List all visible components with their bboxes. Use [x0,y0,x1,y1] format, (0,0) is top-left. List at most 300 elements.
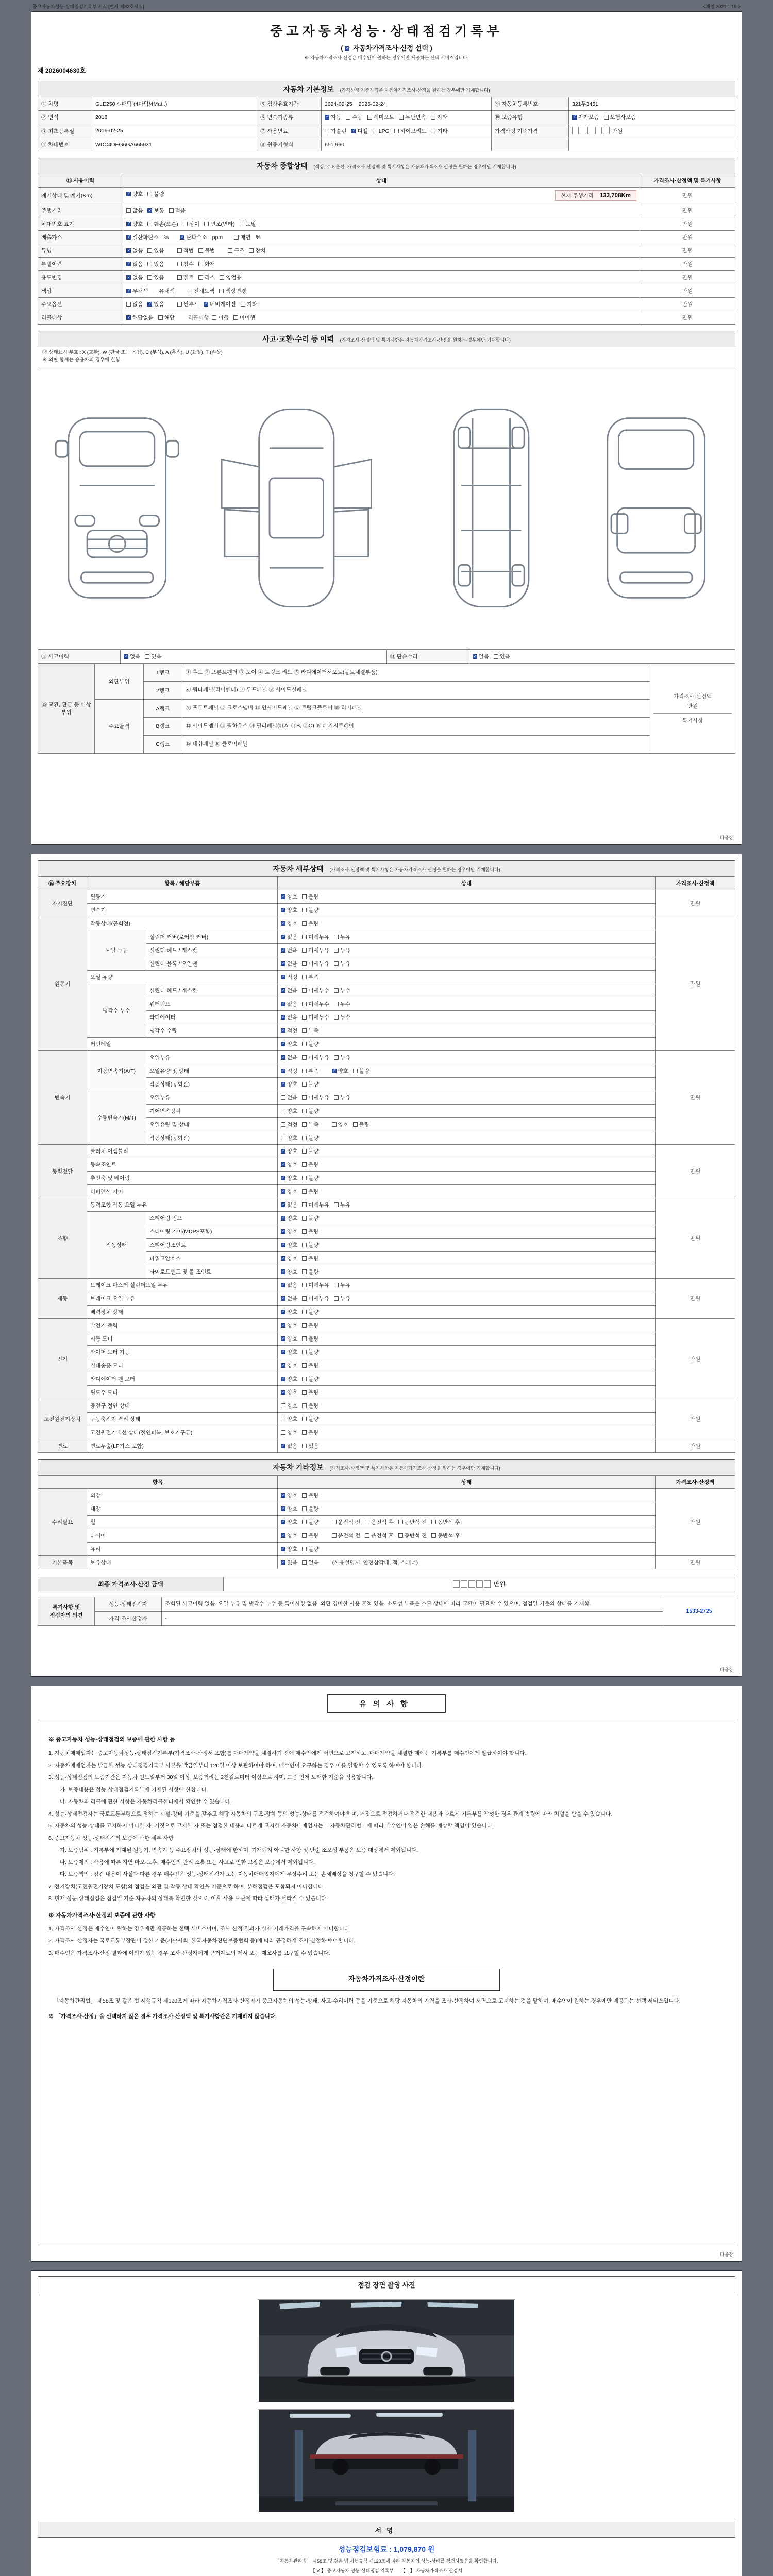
checkbox-unchecked-icon[interactable] [302,1560,307,1565]
checkbox-option[interactable] [147,207,164,214]
checkbox-option[interactable] [572,113,599,121]
checkbox-checked-icon[interactable] [126,192,131,196]
checkbox-option[interactable] [302,946,329,954]
checkbox-unchecked-icon[interactable] [281,1417,285,1421]
checkbox-unchecked-icon[interactable] [334,935,339,939]
checkbox-unchecked-icon[interactable] [334,1055,339,1060]
checkbox-option[interactable] [302,1080,318,1088]
checkbox-unchecked-icon[interactable] [302,1417,307,1421]
checkbox-unchecked-icon[interactable] [334,1296,339,1301]
checkbox-option[interactable] [302,1362,318,1369]
checkbox-unchecked-icon[interactable] [302,1189,307,1194]
checkbox-option[interactable] [399,113,426,121]
checkbox-unchecked-icon[interactable] [373,129,377,133]
checkbox-unchecked-icon[interactable] [302,975,307,979]
checkbox-checked-icon[interactable] [281,1176,285,1180]
checkbox-unchecked-icon[interactable] [302,1403,307,1408]
checkbox-option[interactable] [281,973,297,981]
checkbox-option[interactable] [281,1147,297,1155]
checkbox-unchecked-icon[interactable] [394,129,399,133]
checkbox-unchecked-icon[interactable] [302,1336,307,1341]
checkbox-option[interactable] [281,920,297,927]
checkbox-option[interactable] [302,920,318,927]
checkbox-checked-icon[interactable] [572,115,577,120]
checkbox-option[interactable] [334,1000,350,1008]
checkbox-unchecked-icon[interactable] [302,1506,307,1511]
checkbox-unchecked-icon[interactable] [431,1533,436,1538]
checkbox-option[interactable] [177,260,194,268]
checkbox-option[interactable] [180,233,207,241]
checkbox-option[interactable] [302,1000,329,1008]
checkbox-option[interactable] [302,1545,318,1553]
checkbox-option[interactable] [332,1067,348,1075]
checkbox-unchecked-icon[interactable] [177,262,182,266]
checkbox-option[interactable] [281,1281,297,1289]
checkbox-option[interactable] [204,300,236,308]
checkbox-option[interactable] [334,933,350,941]
checkbox-option[interactable] [302,1147,318,1155]
checkbox-option[interactable] [158,314,175,321]
checkbox-option[interactable] [147,300,164,308]
checkbox-checked-icon[interactable] [281,1493,285,1498]
checkbox-option[interactable] [153,287,174,295]
checkbox-checked-icon[interactable] [147,208,152,213]
checkbox-option[interactable] [126,300,143,308]
checkbox-option[interactable] [281,1518,297,1526]
checkbox-unchecked-icon[interactable] [198,262,203,266]
checkbox-option[interactable] [233,314,255,321]
checkbox-option[interactable] [302,1295,329,1302]
checkbox-option[interactable] [177,274,194,281]
checkbox-checked-icon[interactable] [281,1560,285,1565]
checkbox-option[interactable] [302,1429,318,1436]
checkbox-option[interactable] [281,1348,297,1356]
checkbox-option[interactable] [332,1121,348,1128]
checkbox-checked-icon[interactable] [204,302,208,307]
checkbox-unchecked-icon[interactable] [302,1095,307,1100]
checkbox-option[interactable] [302,987,329,994]
checkbox-option[interactable] [494,653,510,660]
checkbox-unchecked-icon[interactable] [302,1229,307,1234]
checkbox-unchecked-icon[interactable] [302,1069,307,1073]
checkbox-option[interactable] [281,960,297,968]
checkbox-option[interactable] [126,190,143,198]
checkbox-unchecked-icon[interactable] [325,129,329,133]
checkbox-unchecked-icon[interactable] [302,908,307,912]
checkbox-checked-icon[interactable] [281,1042,285,1046]
checkbox-option[interactable] [302,1532,318,1539]
checkbox-unchecked-icon[interactable] [234,235,239,240]
checkbox-option[interactable] [126,314,154,321]
checkbox-option[interactable] [281,1388,297,1396]
checkbox-option[interactable] [281,1402,297,1410]
checkbox-unchecked-icon[interactable] [302,1202,307,1207]
checkbox-option[interactable] [281,1161,297,1168]
checkbox-option[interactable] [302,1040,318,1048]
checkbox-unchecked-icon[interactable] [219,289,224,293]
checkbox-unchecked-icon[interactable] [145,654,149,659]
checkbox-unchecked-icon[interactable] [334,1283,339,1287]
checkbox-option[interactable] [302,1201,329,1209]
checkbox-option[interactable] [281,1188,297,1195]
checkbox-checked-icon[interactable] [281,1506,285,1511]
checkbox-option[interactable] [198,260,215,268]
checkbox-option[interactable] [334,987,350,994]
checkbox-unchecked-icon[interactable] [212,315,216,320]
checkbox-checked-icon[interactable] [281,1533,285,1538]
checkbox-unchecked-icon[interactable] [302,1176,307,1180]
checkbox-unchecked-icon[interactable] [302,921,307,926]
checkbox-unchecked-icon[interactable] [302,1149,307,1154]
checkbox-option[interactable] [334,1013,350,1021]
checkbox-option[interactable] [281,1268,297,1276]
checkbox-unchecked-icon[interactable] [302,1015,307,1020]
checkbox-checked-icon[interactable] [126,315,131,320]
checkbox-unchecked-icon[interactable] [302,1136,307,1140]
checkbox-unchecked-icon[interactable] [198,275,203,280]
checkbox-option[interactable] [177,247,194,255]
checkbox-unchecked-icon[interactable] [302,1082,307,1087]
checkbox-option[interactable] [234,233,250,241]
checkbox-checked-icon[interactable] [281,1377,285,1381]
checkbox-option[interactable] [147,247,164,255]
checkbox-unchecked-icon[interactable] [302,1243,307,1247]
checkbox-option[interactable] [302,1388,318,1396]
checkbox-unchecked-icon[interactable] [126,208,131,213]
checkbox-option[interactable] [281,1308,297,1316]
checkbox-option[interactable] [126,207,143,214]
checkbox-checked-icon[interactable] [126,235,131,240]
checkbox-option[interactable] [281,1335,297,1343]
checkbox-unchecked-icon[interactable] [398,1533,403,1538]
checkbox-option[interactable] [147,274,164,281]
checkbox-option[interactable] [431,1518,460,1526]
checkbox-option[interactable] [281,1295,297,1302]
checkbox-option[interactable] [281,1375,297,1383]
checkbox-option[interactable] [302,1228,318,1235]
checkbox-unchecked-icon[interactable] [398,1520,403,1524]
checkbox-checked-icon[interactable] [281,1323,285,1328]
checkbox-option[interactable] [281,1027,297,1035]
checkbox-option[interactable] [147,260,164,268]
checkbox-option[interactable] [394,127,427,135]
checkbox-option[interactable] [126,260,143,268]
checkbox-option[interactable] [302,1375,318,1383]
checkbox-option[interactable] [365,1518,394,1526]
checkbox-unchecked-icon[interactable] [147,275,152,280]
checkbox-option[interactable] [240,220,256,228]
checkbox-unchecked-icon[interactable] [204,222,209,226]
checkbox-option[interactable] [281,1558,297,1566]
checkbox-checked-icon[interactable] [281,975,285,979]
checkbox-checked-icon[interactable] [281,1082,285,1087]
checkbox-unchecked-icon[interactable] [281,1095,285,1100]
checkbox-option[interactable] [302,1094,329,1101]
checkbox-option[interactable] [281,1054,297,1061]
checkbox-checked-icon[interactable] [281,1202,285,1207]
checkbox-option[interactable] [302,906,318,914]
checkbox-option[interactable] [302,1335,318,1343]
checkbox-checked-icon[interactable] [281,1055,285,1060]
checkbox-option[interactable] [281,1040,297,1048]
checkbox-option[interactable] [325,113,341,121]
checkbox-unchecked-icon[interactable] [240,222,244,226]
checkbox-unchecked-icon[interactable] [241,302,245,307]
checkbox-option[interactable] [147,220,178,228]
checkbox-option[interactable] [281,946,297,954]
checkbox-unchecked-icon[interactable] [302,894,307,899]
checkbox-option[interactable] [281,1107,297,1115]
checkbox-option[interactable] [126,274,143,281]
checkbox-unchecked-icon[interactable] [302,1283,307,1287]
checkbox-unchecked-icon[interactable] [494,654,498,659]
checkbox-option[interactable] [302,1492,318,1499]
checkbox-option[interactable] [325,127,346,135]
checkbox-option[interactable] [249,247,265,255]
checkbox-option[interactable] [302,933,329,941]
checkbox-option[interactable] [281,1545,297,1553]
checkbox-unchecked-icon[interactable] [302,961,307,966]
checkbox-checked-icon[interactable] [281,935,285,939]
price-survey-checked-box-icon[interactable] [345,46,349,51]
checkbox-option[interactable] [281,1000,297,1008]
checkbox-option[interactable] [228,247,244,255]
checkbox-checked-icon[interactable] [281,1028,285,1033]
checkbox-unchecked-icon[interactable] [332,1533,337,1538]
checkbox-checked-icon[interactable] [281,1310,285,1314]
checkbox-unchecked-icon[interactable] [249,248,254,253]
checkbox-unchecked-icon[interactable] [188,289,192,293]
checkbox-unchecked-icon[interactable] [302,1493,307,1498]
checkbox-unchecked-icon[interactable] [147,262,152,266]
checkbox-unchecked-icon[interactable] [233,315,238,320]
checkbox-unchecked-icon[interactable] [353,1069,358,1073]
checkbox-option[interactable] [281,1429,297,1436]
checkbox-unchecked-icon[interactable] [334,1015,339,1020]
checkbox-unchecked-icon[interactable] [153,289,157,293]
checkbox-unchecked-icon[interactable] [365,1520,369,1524]
checkbox-unchecked-icon[interactable] [302,1122,307,1127]
checkbox-unchecked-icon[interactable] [198,248,203,253]
checkbox-option[interactable] [334,1094,350,1101]
checkbox-option[interactable] [281,1321,297,1329]
checkbox-option[interactable] [281,1241,297,1249]
checkbox-unchecked-icon[interactable] [431,115,435,120]
checkbox-checked-icon[interactable] [325,115,329,120]
checkbox-unchecked-icon[interactable] [302,1520,307,1524]
checkbox-option[interactable] [431,113,447,121]
checkbox-option[interactable] [302,1134,318,1142]
checkbox-option[interactable] [281,1415,297,1423]
checkbox-option[interactable] [147,190,164,198]
checkbox-option[interactable] [431,127,447,135]
checkbox-option[interactable] [367,113,395,121]
checkbox-unchecked-icon[interactable] [281,1122,285,1127]
checkbox-checked-icon[interactable] [180,235,184,240]
checkbox-unchecked-icon[interactable] [302,1042,307,1046]
checkbox-unchecked-icon[interactable] [302,1390,307,1395]
checkbox-option[interactable] [204,220,235,228]
checkbox-checked-icon[interactable] [281,1390,285,1395]
checkbox-unchecked-icon[interactable] [281,1109,285,1113]
checkbox-option[interactable] [188,287,215,295]
checkbox-unchecked-icon[interactable] [334,948,339,953]
checkbox-option[interactable] [198,274,215,281]
checkbox-checked-icon[interactable] [281,948,285,953]
checkbox-option[interactable] [373,128,390,134]
checkbox-unchecked-icon[interactable] [147,192,152,196]
checkbox-option[interactable] [281,1067,297,1075]
checkbox-option[interactable] [302,1054,329,1061]
checkbox-unchecked-icon[interactable] [431,1520,436,1524]
checkbox-unchecked-icon[interactable] [302,1002,307,1006]
checkbox-unchecked-icon[interactable] [302,1547,307,1551]
checkbox-option[interactable] [241,300,257,308]
checkbox-unchecked-icon[interactable] [332,1520,337,1524]
checkbox-unchecked-icon[interactable] [281,1136,285,1140]
checkbox-option[interactable] [365,1532,394,1539]
checkbox-option[interactable] [302,1214,318,1222]
checkbox-checked-icon[interactable] [281,1336,285,1341]
checkbox-option[interactable] [302,1027,318,1035]
checkbox-option[interactable] [281,1080,297,1088]
checkbox-option[interactable] [431,1532,460,1539]
checkbox-checked-icon[interactable] [281,1283,285,1287]
checkbox-option[interactable] [398,1518,427,1526]
checkbox-option[interactable] [177,300,199,308]
checkbox-option[interactable] [334,960,350,968]
checkbox-checked-icon[interactable] [281,1256,285,1261]
checkbox-checked-icon[interactable] [281,908,285,912]
checkbox-unchecked-icon[interactable] [281,1430,285,1435]
checkbox-unchecked-icon[interactable] [367,115,372,120]
checkbox-unchecked-icon[interactable] [302,1310,307,1314]
checkbox-checked-icon[interactable] [281,921,285,926]
checkbox-option[interactable] [334,1054,350,1061]
checkbox-option[interactable] [332,1532,361,1539]
checkbox-option[interactable] [281,1094,297,1101]
checkbox-option[interactable] [302,1241,318,1249]
checkbox-checked-icon[interactable] [281,1269,285,1274]
checkbox-option[interactable] [126,247,143,255]
checkbox-option[interactable] [281,1121,297,1128]
checkbox-option[interactable] [353,1121,369,1128]
checkbox-option[interactable] [281,1174,297,1182]
checkbox-option[interactable] [334,946,350,954]
checkbox-option[interactable] [302,1518,318,1526]
checkbox-checked-icon[interactable] [126,289,131,293]
checkbox-unchecked-icon[interactable] [332,1122,337,1127]
checkbox-checked-icon[interactable] [281,1520,285,1524]
checkbox-option[interactable] [145,653,161,660]
checkbox-unchecked-icon[interactable] [177,275,182,280]
checkbox-unchecked-icon[interactable] [365,1533,369,1538]
checkbox-unchecked-icon[interactable] [147,222,152,226]
checkbox-option[interactable] [346,113,362,121]
checkbox-unchecked-icon[interactable] [302,1296,307,1301]
checkbox-option[interactable] [281,933,297,941]
checkbox-option[interactable] [302,1415,318,1423]
checkbox-option[interactable] [302,1321,318,1329]
checkbox-option[interactable] [302,1107,318,1115]
checkbox-checked-icon[interactable] [124,654,128,659]
checkbox-unchecked-icon[interactable] [147,248,152,253]
checkbox-checked-icon[interactable] [281,1069,285,1073]
checkbox-option[interactable] [281,1255,297,1262]
checkbox-unchecked-icon[interactable] [183,222,188,226]
checkbox-option[interactable] [281,893,297,901]
checkbox-checked-icon[interactable] [332,1069,337,1073]
checkbox-option[interactable] [126,233,159,241]
checkbox-checked-icon[interactable] [281,1149,285,1154]
checkbox-unchecked-icon[interactable] [302,1377,307,1381]
checkbox-checked-icon[interactable] [281,1189,285,1194]
checkbox-unchecked-icon[interactable] [431,129,435,133]
checkbox-option[interactable] [302,960,329,968]
checkbox-option[interactable] [198,247,215,255]
checkbox-unchecked-icon[interactable] [302,1323,307,1328]
checkbox-option[interactable] [302,1255,318,1262]
checkbox-option[interactable] [302,973,318,981]
checkbox-option[interactable] [302,1188,318,1195]
checkbox-option[interactable] [302,1558,318,1566]
checkbox-unchecked-icon[interactable] [302,1162,307,1167]
checkbox-unchecked-icon[interactable] [302,988,307,993]
checkbox-checked-icon[interactable] [281,1296,285,1301]
checkbox-unchecked-icon[interactable] [334,1202,339,1207]
checkbox-unchecked-icon[interactable] [302,1256,307,1261]
checkbox-option[interactable] [302,1348,318,1356]
checkbox-option[interactable] [281,1442,297,1450]
checkbox-unchecked-icon[interactable] [228,248,232,253]
checkbox-unchecked-icon[interactable] [302,1109,307,1113]
checkbox-option[interactable] [281,1214,297,1222]
checkbox-option[interactable] [281,906,297,914]
checkbox-option[interactable] [302,1161,318,1168]
checkbox-unchecked-icon[interactable] [302,1269,307,1274]
checkbox-option[interactable] [302,1308,318,1316]
checkbox-option[interactable] [212,314,228,321]
checkbox-checked-icon[interactable] [473,654,477,659]
checkbox-option[interactable] [126,220,143,228]
checkbox-option[interactable] [124,653,140,660]
checkbox-unchecked-icon[interactable] [302,1444,307,1448]
checkbox-unchecked-icon[interactable] [334,961,339,966]
checkbox-option[interactable] [398,1532,427,1539]
checkbox-unchecked-icon[interactable] [169,208,174,213]
checkbox-option[interactable] [281,1492,297,1499]
checkbox-checked-icon[interactable] [281,961,285,966]
checkbox-option[interactable] [302,1174,318,1182]
checkbox-checked-icon[interactable] [351,129,356,133]
checkbox-unchecked-icon[interactable] [220,275,224,280]
checkbox-unchecked-icon[interactable] [302,1430,307,1435]
checkbox-unchecked-icon[interactable] [302,935,307,939]
checkbox-unchecked-icon[interactable] [302,1350,307,1354]
checkbox-unchecked-icon[interactable] [177,302,182,307]
checkbox-checked-icon[interactable] [281,1363,285,1368]
checkbox-option[interactable] [281,1134,297,1142]
checkbox-unchecked-icon[interactable] [302,1028,307,1033]
checkbox-unchecked-icon[interactable] [334,1095,339,1100]
checkbox-option[interactable] [302,1067,318,1075]
checkbox-unchecked-icon[interactable] [399,115,404,120]
checkbox-option[interactable] [220,274,241,281]
checkbox-checked-icon[interactable] [281,1015,285,1020]
checkbox-option[interactable] [604,113,636,121]
checkbox-checked-icon[interactable] [126,262,131,266]
checkbox-unchecked-icon[interactable] [302,1216,307,1221]
